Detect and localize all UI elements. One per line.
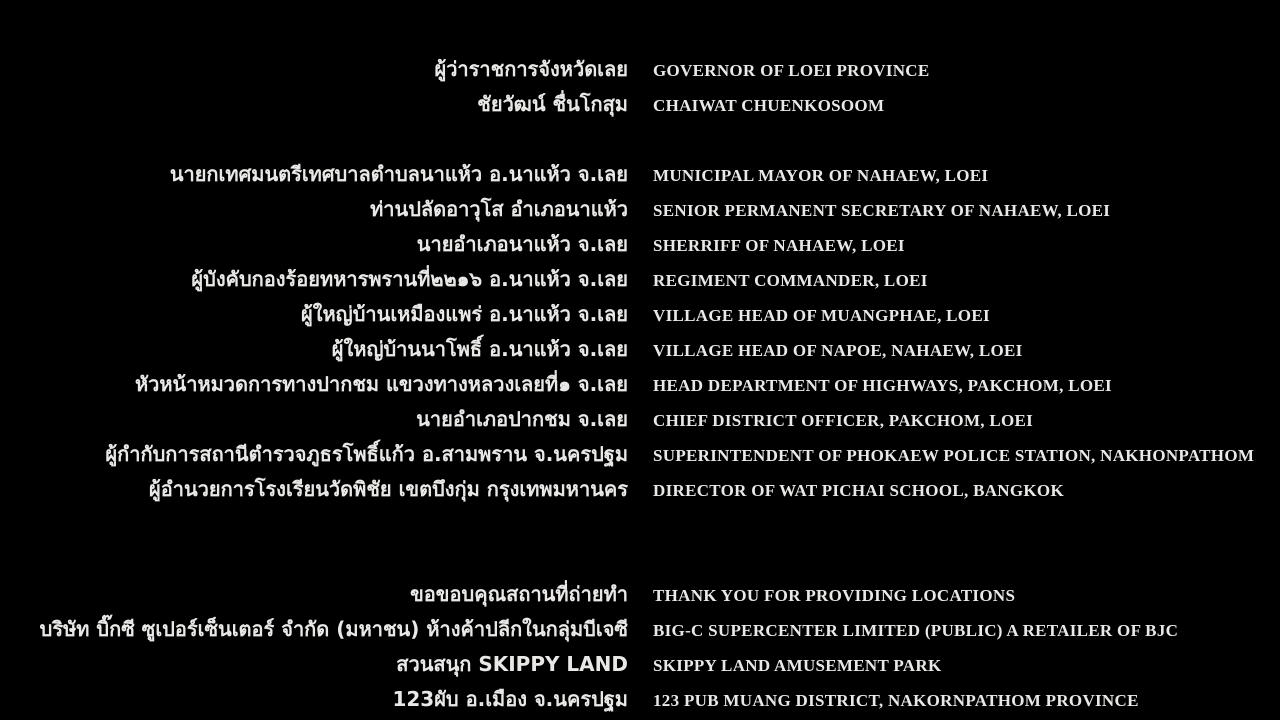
credits-list [0,52,1280,717]
credit-row [0,332,1280,367]
credit-english-text: VILLAGE HEAD OF MUANGPHAE, LOEI [653,306,990,325]
credit-thai-text: ผู้อำนวยการโรงเรียนวัดพิชัย เขตบึงกุ่ม กรุงเทพมหานคร [149,477,628,501]
credit-row [0,647,1280,682]
credit-thai-text: ผู้ว่าราชการจังหวัดเลย [434,57,628,81]
credit-english-text: DIRECTOR OF WAT PICHAI SCHOOL, BANGKOK [653,481,1064,500]
credit-english-text: REGIMENT COMMANDER, LOEI [653,271,928,290]
credit-english-text: 123 PUB MUANG DISTRICT, NAKORNPATHOM PROVINCE [653,691,1139,710]
credit-english-text: SHERRIFF OF NAHAEW, LOEI [653,236,905,255]
credit-english-text: SENIOR PERMANENT SECRETARY OF NAHAEW, LOEI [653,201,1111,220]
credit-row [0,227,1280,262]
credit-thai-text: ท่านปลัดอาวุโส อำเภอนาแห้ว [370,197,628,221]
credit-english-text: SUPERINTENDENT OF PHOKAEW POLICE STATION, NAKHONPATHOM [653,446,1255,465]
credit-english-text: HEAD DEPARTMENT OF HIGHWAYS, PAKCHOM, LOEI [653,376,1112,395]
credit-thai-text: ขอขอบคุณสถานที่ถ่ายทำ [410,582,628,606]
credit-english-text: BIG-C SUPERCENTER LIMITED (PUBLIC) A RETAILER OF BJC [653,621,1179,640]
credit-row [0,262,1280,297]
credit-thai-text: หัวหน้าหมวดการทางปากชม แขวงทางหลวงเลยที่๑ จ.เลย [134,372,628,396]
credit-row [0,52,1280,87]
credit-group-locations [0,577,1280,717]
credit-thai-text: ผู้ใหญ่บ้านเหมืองแพร่ อ.นาแห้ว จ.เลย [301,302,628,326]
credit-row [0,157,1280,192]
credit-english-text: GOVERNOR OF LOEI PROVINCE [653,61,930,80]
credit-english-text: CHIEF DISTRICT OFFICER, PAKCHOM, LOEI [653,411,1034,430]
credit-row [0,577,1280,612]
credit-thai-text: นายกเทศมนตรีเทศบาลตำบลนาแห้ว อ.นาแห้ว จ.เลย [169,162,628,186]
credit-thai-text: ชัยวัฒน์ ชื่นโกสุม [477,92,628,116]
credit-thai-text: 123ผับ อ.เมือง จ.นครปฐม [392,687,628,711]
credit-thai-text: สวนสนุก SKIPPY LAND [396,652,628,676]
credit-row [0,612,1280,647]
credit-row [0,402,1280,437]
credit-english-text: CHAIWAT CHUENKOSOOM [653,96,885,115]
credit-english-text: THANK YOU FOR PROVIDING LOCATIONS [653,586,1016,605]
credit-thai-text: บริษัท บิ๊กซี ซูเปอร์เซ็นเตอร์ จำกัด (มหาชน) ห้างค้าปลีกในกลุ่มบีเจซี [39,617,628,641]
credit-row [0,367,1280,402]
credit-thai-text: ผู้กำกับการสถานีตำรวจภูธรโพธิ์แก้ว อ.สามพราน จ.นครปฐม [105,442,628,466]
credit-row [0,472,1280,507]
credit-english-text: SKIPPY LAND AMUSEMENT PARK [653,656,942,675]
credit-thai-text: ผู้ใหญ่บ้านนาโพธิ์ อ.นาแห้ว จ.เลย [331,337,628,361]
credit-thai-text: นายอำเภอนาแห้ว จ.เลย [416,232,628,256]
credit-row [0,87,1280,122]
credit-thai-text: ผู้บังคับกองร้อยทหารพรานที่๒๒๑๖ อ.นาแห้ว จ.เลย [191,267,628,291]
credit-row [0,297,1280,332]
credit-english-text: MUNICIPAL MAYOR OF NAHAEW, LOEI [653,166,989,185]
credit-row [0,437,1280,472]
credit-thai-text: นายอำเภอปากชม จ.เลย [416,407,628,431]
credit-group-officials [0,157,1280,507]
credit-group-governor [0,52,1280,122]
credit-english-text: VILLAGE HEAD OF NAPOE, NAHAEW, LOEI [653,341,1023,360]
credit-row [0,192,1280,227]
credit-row [0,682,1280,717]
